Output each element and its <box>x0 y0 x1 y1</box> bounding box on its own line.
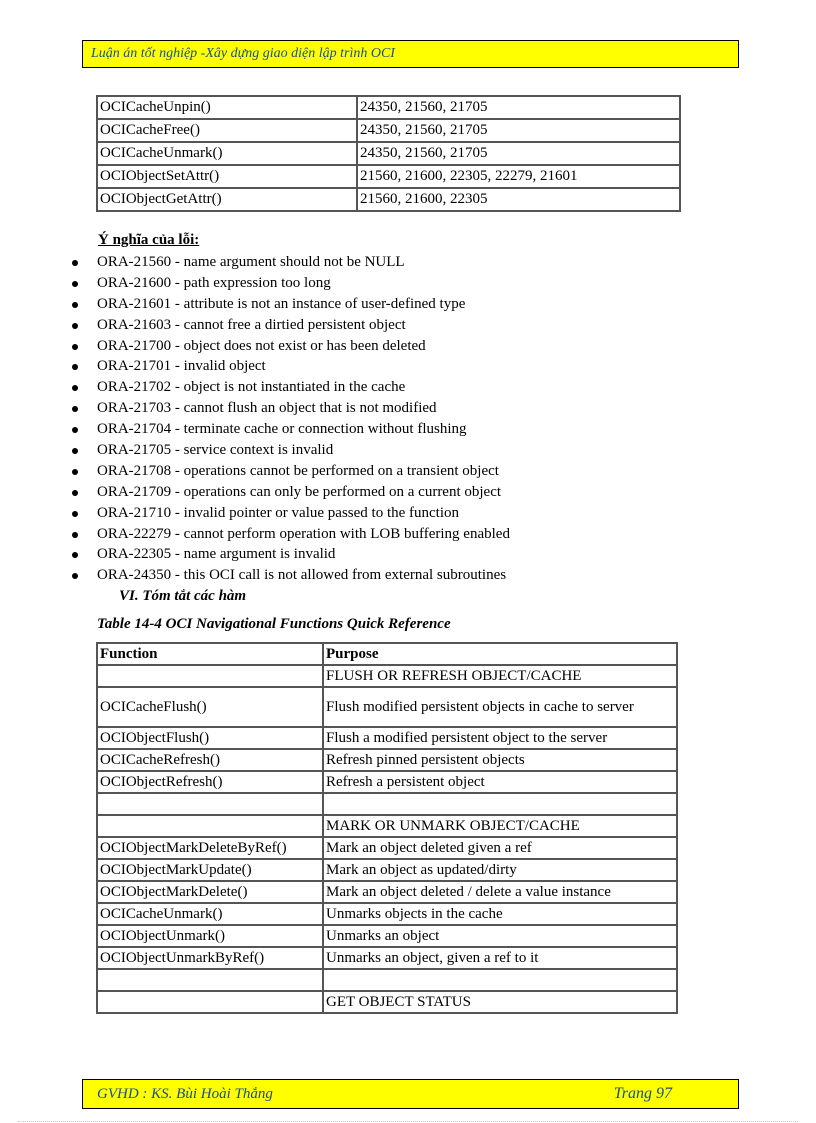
list-item <box>72 377 510 398</box>
table-row <box>97 749 677 771</box>
error-text: ORA-21700 - object does not exist or has been deleted <box>97 337 426 354</box>
page-header <box>82 40 739 68</box>
table-row <box>97 969 677 991</box>
purpose-cell: Refresh a persistent object <box>323 771 677 793</box>
purpose-cell: Mark an object deleted given a ref <box>323 837 677 859</box>
table-row <box>97 925 677 947</box>
function-cell: OCICacheUnmark() <box>97 142 357 165</box>
bullet-icon <box>72 552 78 558</box>
list-item <box>72 524 510 545</box>
list-item <box>72 419 510 440</box>
function-cell: OCICacheFlush() <box>97 687 323 727</box>
table-row <box>97 142 680 165</box>
function-cell: OCIObjectMarkDeleteByRef() <box>97 837 323 859</box>
section-heading: VI. Tóm tắt các hàm <box>119 588 247 604</box>
purpose-cell: GET OBJECT STATUS <box>323 991 677 1013</box>
purpose-cell: MARK OR UNMARK OBJECT/CACHE <box>323 815 677 837</box>
table-row <box>97 815 677 837</box>
error-text: ORA-21600 - path expression too long <box>97 274 331 291</box>
table-row <box>97 96 680 119</box>
list-item <box>72 315 510 336</box>
function-cell: OCIObjectUnmark() <box>97 925 323 947</box>
page-footer <box>82 1079 739 1109</box>
function-cell: OCICacheUnmark() <box>97 903 323 925</box>
function-cell: OCIObjectSetAttr() <box>97 165 357 188</box>
function-cell: OCIObjectGetAttr() <box>97 188 357 211</box>
purpose-cell: Flush modified persistent objects in cache to server <box>323 687 677 727</box>
table-row <box>97 188 680 211</box>
function-cell <box>97 991 323 1013</box>
purpose-cell: Flush a modified persistent object to the server <box>323 727 677 749</box>
header-title: Luận án tốt nghiệp -Xây dựng giao diện lập trình OCI <box>91 46 395 61</box>
error-text: ORA-21709 - operations can only be performed on a current object <box>97 483 502 500</box>
list-item <box>72 461 510 482</box>
table-row <box>97 119 680 142</box>
table-row <box>97 687 677 727</box>
function-cell: OCIObjectFlush() <box>97 727 323 749</box>
purpose-cell: Mark an object as updated/dirty <box>323 859 677 881</box>
table-row <box>97 793 677 815</box>
function-cell <box>97 793 323 815</box>
errors-cell: 24350, 21560, 21705 <box>357 96 680 119</box>
bullet-icon <box>72 490 78 496</box>
purpose-cell: Refresh pinned persistent objects <box>323 749 677 771</box>
list-item <box>72 336 510 357</box>
list-item <box>72 503 510 524</box>
bullet-icon <box>72 511 78 517</box>
table-row <box>97 665 677 687</box>
error-list <box>72 252 510 586</box>
purpose-cell: Unmarks an object <box>323 925 677 947</box>
bullet-icon <box>72 302 78 308</box>
functions-reference-table <box>96 642 678 1014</box>
bullet-icon <box>72 469 78 475</box>
table-row <box>97 881 677 903</box>
bullet-icon <box>72 406 78 412</box>
list-item <box>72 565 510 586</box>
function-cell <box>97 665 323 687</box>
bullet-icon <box>72 427 78 433</box>
bullet-icon <box>72 281 78 287</box>
function-cell: OCIObjectUnmarkByRef() <box>97 947 323 969</box>
function-cell <box>97 969 323 991</box>
list-item <box>72 356 510 377</box>
purpose-cell: Mark an object deleted / delete a value instance <box>323 881 677 903</box>
bullet-icon <box>72 532 78 538</box>
function-cell: OCICacheUnpin() <box>97 96 357 119</box>
error-text: ORA-21703 - cannot flush an object that is not modified <box>97 400 437 417</box>
table-row <box>97 165 680 188</box>
error-text: ORA-22305 - name argument is invalid <box>97 546 336 563</box>
table-caption: Table 14-4 OCI Navigational Functions Quick Reference <box>97 616 451 632</box>
bullet-icon <box>72 364 78 370</box>
page-number: Trang 97 <box>613 1085 672 1102</box>
bullet-icon <box>72 448 78 454</box>
function-cell: OCICacheRefresh() <box>97 749 323 771</box>
list-item <box>72 398 510 419</box>
error-codes-table <box>96 95 681 212</box>
errors-cell: 21560, 21600, 22305, 22279, 21601 <box>357 165 680 188</box>
function-cell: OCIObjectRefresh() <box>97 771 323 793</box>
table-row <box>97 837 677 859</box>
error-text: ORA-21710 - invalid pointer or value passed to the function <box>97 504 460 521</box>
error-text: ORA-21708 - operations cannot be performed on a transient object <box>97 462 499 479</box>
errors-cell: 24350, 21560, 21705 <box>357 119 680 142</box>
error-text: ORA-22279 - cannot perform operation with LOB buffering enabled <box>97 525 510 542</box>
purpose-cell: FLUSH OR REFRESH OBJECT/CACHE <box>323 665 677 687</box>
list-item <box>72 440 510 461</box>
error-text: ORA-21560 - name argument should not be NULL <box>97 254 405 270</box>
table-row <box>97 859 677 881</box>
purpose-column-header: Purpose <box>323 643 677 665</box>
bullet-icon <box>72 573 78 579</box>
error-text: ORA-21702 - object is not instantiated in the cache <box>97 379 406 396</box>
error-text: ORA-21603 - cannot free a dirtied persistent object <box>97 316 406 333</box>
list-item <box>72 252 510 273</box>
function-cell: OCICacheFree() <box>97 119 357 142</box>
bullet-icon <box>72 260 78 266</box>
bullet-icon <box>72 344 78 350</box>
error-text: ORA-21701 - invalid object <box>97 358 266 375</box>
table-row <box>97 727 677 749</box>
purpose-cell: Unmarks objects in the cache <box>323 903 677 925</box>
error-text: ORA-21601 - attribute is not an instance of user-defined type <box>97 295 466 312</box>
list-item <box>72 273 510 294</box>
errors-cell: 21560, 21600, 22305 <box>357 188 680 211</box>
error-text: ORA-21704 - terminate cache or connection without flushing <box>97 421 467 438</box>
bullet-icon <box>72 323 78 329</box>
list-item <box>72 544 510 565</box>
purpose-cell <box>323 793 677 815</box>
list-item <box>72 482 510 503</box>
function-cell: OCIObjectMarkDelete() <box>97 881 323 903</box>
function-cell <box>97 815 323 837</box>
bullet-icon <box>72 385 78 391</box>
table-row <box>97 947 677 969</box>
list-item <box>72 294 510 315</box>
table-header-row <box>97 643 677 665</box>
page-edge-divider <box>18 1121 798 1122</box>
error-text: ORA-24350 - this OCI call is not allowed from external subroutines <box>97 567 507 584</box>
table-row <box>97 991 677 1013</box>
function-column-header: Function <box>97 643 323 665</box>
purpose-cell: Unmarks an object, given a ref to it <box>323 947 677 969</box>
errors-cell: 24350, 21560, 21705 <box>357 142 680 165</box>
error-text: ORA-21705 - service context is invalid <box>97 442 334 459</box>
purpose-cell <box>323 969 677 991</box>
function-cell: OCIObjectMarkUpdate() <box>97 859 323 881</box>
table-row <box>97 903 677 925</box>
errors-section-title: Ý nghĩa của lỗi: <box>98 232 200 248</box>
footer-advisor: GVHD : KS. Bùi Hoài Thắng <box>97 1086 273 1102</box>
table-row <box>97 771 677 793</box>
